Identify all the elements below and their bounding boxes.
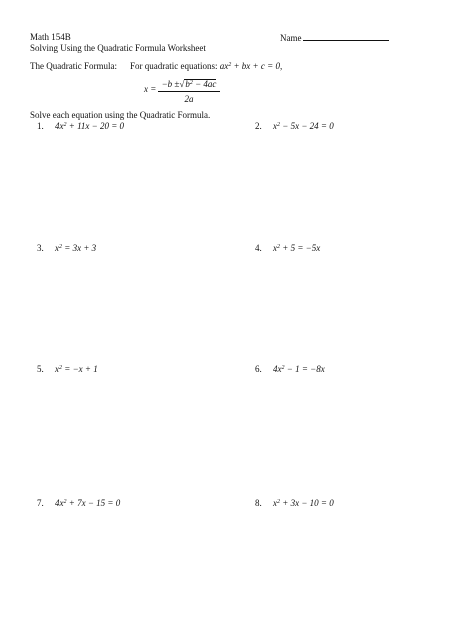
radicand: $b^2 - 4ac$ <box>185 79 217 89</box>
problem-number: 7. <box>37 498 44 508</box>
problem-number: 8. <box>255 498 262 508</box>
problem-equation: $x^2 + 5 = -5x$ <box>273 243 321 253</box>
problem-number: 6. <box>255 364 262 374</box>
worksheet-title: Solving Using the Quadratic Formula Worksheet <box>30 43 206 53</box>
x-equals: x = <box>144 84 157 94</box>
problem-4 <box>255 243 320 253</box>
quadratic-formula-fraction <box>158 79 220 104</box>
name-label: Name <box>280 33 302 43</box>
problem-equation: $x^2 = 3x + 3$ <box>55 243 97 253</box>
standard-form: $ax^2$ + bx + c = 0, <box>219 61 283 71</box>
problem-equation: $4x^2 + 7x - 15 = 0$ <box>55 498 121 508</box>
problem-8 <box>255 498 334 508</box>
problem-7 <box>37 498 120 508</box>
name-blank[interactable] <box>303 32 389 41</box>
problem-equation: $4x^2 + 11x - 20 = 0$ <box>55 121 125 131</box>
problem-number: 2. <box>255 121 262 131</box>
formula-label: The Quadratic Formula: <box>30 61 117 71</box>
problem-equation: $x^2 = -x + 1$ <box>55 364 98 374</box>
formula-intro-line <box>130 61 282 71</box>
formula-denominator: 2a <box>184 94 194 104</box>
problem-number: 3. <box>37 243 44 253</box>
instructions: Solve each equation using the Quadratic Formula. <box>30 110 211 120</box>
problem-equation: $x^2 + 3x - 10 = 0$ <box>273 498 334 508</box>
problem-number: 5. <box>37 364 44 374</box>
problem-2 <box>255 121 334 131</box>
problem-1 <box>37 121 124 131</box>
formula-intro: For quadratic equations: <box>130 61 218 71</box>
problem-number: 4. <box>255 243 262 253</box>
problem-equation: $x^2 - 5x - 24 = 0$ <box>273 121 334 131</box>
problem-equation: $4x^2 - 1 = -8x$ <box>273 364 325 374</box>
course-label: Math 154B <box>30 32 71 42</box>
formula-numerator: $-b \pm√b^2 - 4ac$ <box>161 79 217 89</box>
problem-number: 1. <box>37 121 44 131</box>
radical-icon: √ <box>179 79 185 89</box>
problem-5 <box>37 364 98 374</box>
name-line[interactable] <box>280 32 389 43</box>
problem-3 <box>37 243 96 253</box>
fraction-bar <box>158 91 220 92</box>
problem-6 <box>255 364 325 374</box>
